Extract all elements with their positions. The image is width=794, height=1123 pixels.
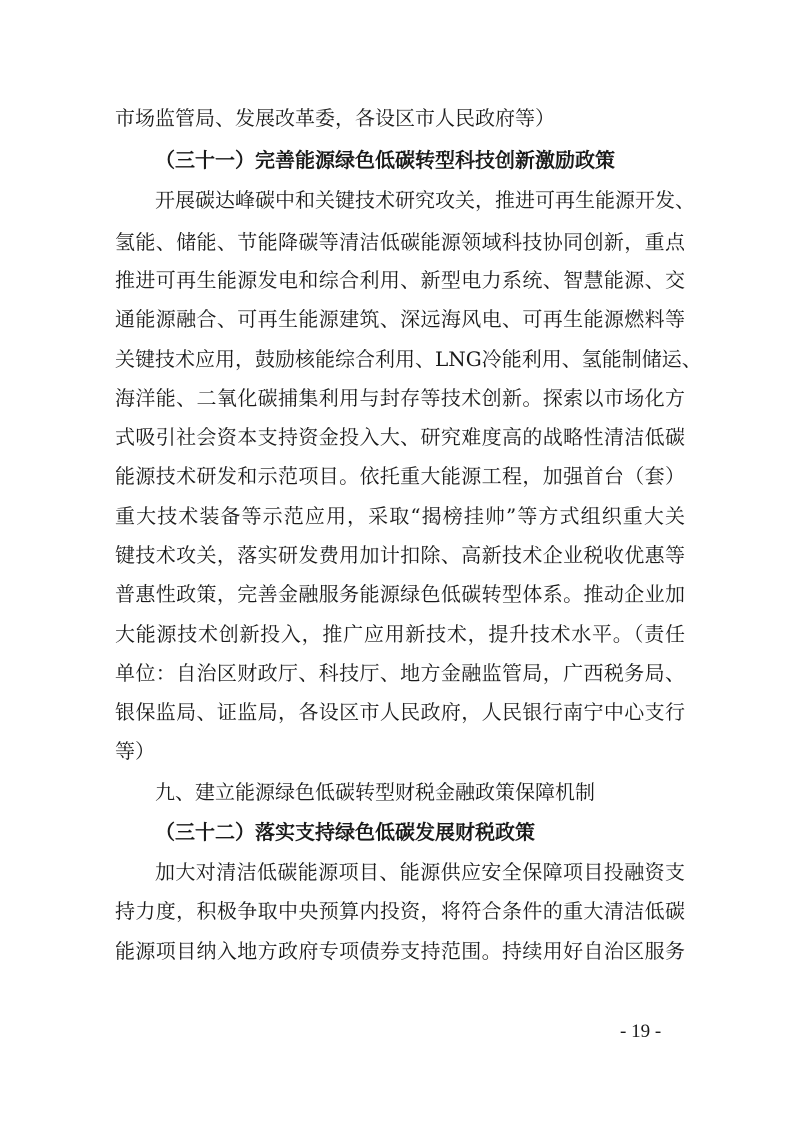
body-line: 能源项目纳入地方政府专项债券支持范围。持续用好自治区服务 xyxy=(115,939,685,963)
body-line: 重大技术装备等示范应用，采取“揭榜挂帅”等方式组织重大关 xyxy=(115,504,685,528)
body-line: 开展碳达峰碳中和关键技术研究攻关，推进可再生能源开发、 xyxy=(155,188,695,212)
body-line: 持力度，积极争取中央预算内投资，将符合条件的重大清洁低碳 xyxy=(115,899,685,923)
body-line: 加大对清洁低碳能源项目、能源供应安全保障项目投融资支 xyxy=(155,860,685,884)
body-line: 大能源技术创新投入，推广应用新技术，提升技术水平。（责任 xyxy=(115,622,685,646)
body-line: 普惠性政策，完善金融服务能源绿色低碳转型体系。推动企业加 xyxy=(115,582,685,606)
body-line: 键技术攻关，落实研发费用加计扣除、高新技术企业税收优惠等 xyxy=(115,543,685,567)
page-number: - 19 - xyxy=(620,1021,662,1042)
body-line: 单位：自治区财政厅、科技厅、地方金融监管局，广西税务局、 xyxy=(115,661,685,685)
body-line: 银保监局、证监局，各设区市人民政府，人民银行南宁中心支行 xyxy=(115,700,685,724)
body-line: 市场监管局、发展改革委，各设区市人民政府等） xyxy=(115,106,555,130)
body-line: 海洋能、二氧化碳捕集利用与封存等技术创新。探索以市场化方 xyxy=(115,386,685,410)
section-heading-9: 九、建立能源绿色低碳转型财税金融政策保障机制 xyxy=(155,780,595,804)
section-subheading-31: （三十一）完善能源绿色低碳转型科技创新激励政策 xyxy=(155,148,615,172)
body-line: 式吸引社会资本支持资金投入大、研究难度高的战略性清洁低碳 xyxy=(115,425,685,449)
body-line: 等） xyxy=(115,739,155,763)
body-line: 通能源融合、可再生能源建筑、深远海风电、可再生能源燃料等 xyxy=(115,307,685,331)
body-line: 推进可再生能源发电和综合利用、新型电力系统、智慧能源、交 xyxy=(115,268,685,292)
body-line: 关键技术应用，鼓励核能综合利用、LNG冷能利用、氢能制储运、 xyxy=(115,347,702,371)
section-subheading-32: （三十二）落实支持绿色低碳发展财税政策 xyxy=(155,820,535,844)
body-line: 能源技术研发和示范项目。依托重大能源工程，加强首台（套） xyxy=(115,464,685,488)
body-line: 氢能、储能、节能降碳等清洁低碳能源领域科技协同创新，重点 xyxy=(115,230,685,254)
